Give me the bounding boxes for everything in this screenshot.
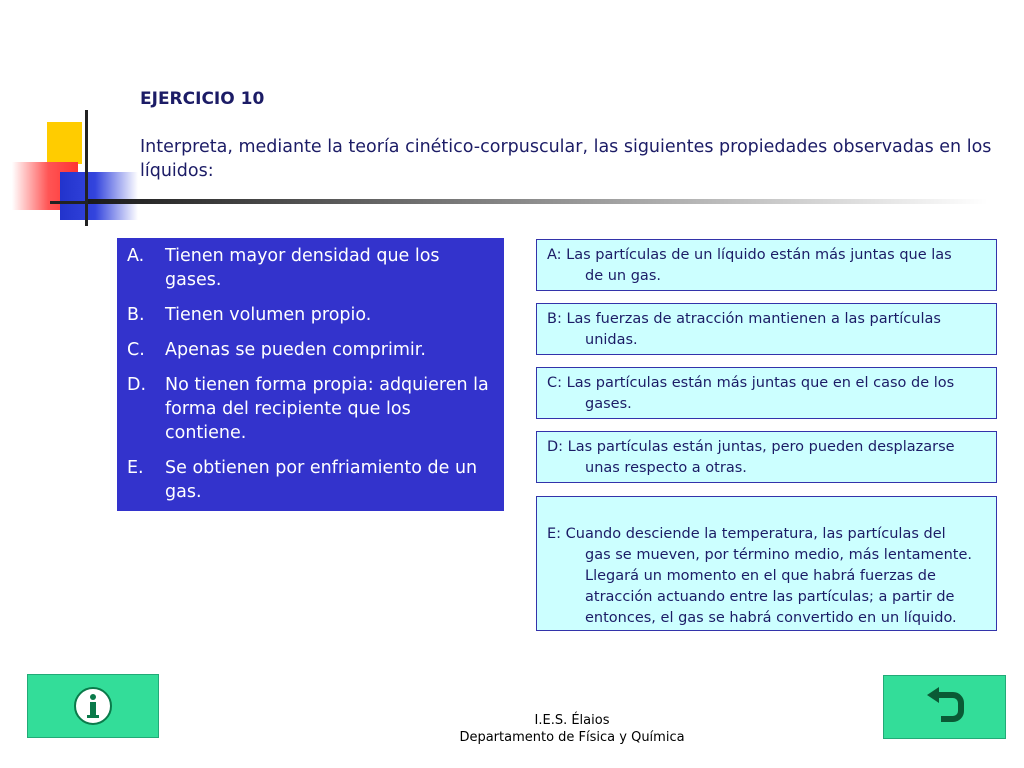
answer-first-line: D: Las partículas están juntas, pero pueden desplazarse xyxy=(547,439,955,455)
item-text: No tienen forma propia: adquieren la forma del recipiente que los contiene. xyxy=(165,375,489,443)
department-name: Departamento de Física y Química xyxy=(459,730,685,745)
list-item xyxy=(127,456,494,504)
return-button[interactable] xyxy=(883,675,1006,739)
answer-first-line: E: Cuando desciende la temperatura, las partículas del xyxy=(547,526,946,542)
title-rule xyxy=(88,199,988,204)
answer-box-b[interactable] xyxy=(536,303,997,355)
answer-first-line: C: Las partículas están más juntas que en el caso de los xyxy=(547,375,955,391)
item-letter: E. xyxy=(127,458,144,478)
answer-first-line: A: Las partículas de un líquido están más juntas que las xyxy=(547,247,952,263)
item-text: Tienen volumen propio. xyxy=(165,305,372,325)
item-text: Se obtienen por enfriamiento de un gas. xyxy=(165,458,478,502)
answer-box-a[interactable] xyxy=(536,239,997,291)
vertical-line xyxy=(85,110,88,226)
answer-box-e[interactable] xyxy=(536,496,997,631)
exercise-prompt: Interpreta, mediante la teoría cinético-corpuscular, las siguientes propiedades observadas en los líquidos: xyxy=(140,137,992,181)
page-title: EJERCICIO 10 xyxy=(140,89,265,109)
item-letter: C. xyxy=(127,340,145,360)
info-button[interactable] xyxy=(27,674,159,738)
list-item xyxy=(127,373,494,445)
corner-decoration xyxy=(0,100,140,230)
answer-first-line: B: Las fuerzas de atracción mantienen a las partículas xyxy=(547,311,941,327)
list-item xyxy=(127,338,494,362)
list-item xyxy=(127,303,494,327)
item-letter: A. xyxy=(127,246,145,266)
answer-box-d[interactable] xyxy=(536,431,997,483)
item-letter: B. xyxy=(127,305,145,325)
item-text: Apenas se pueden comprimir. xyxy=(165,340,426,360)
answer-box-c[interactable] xyxy=(536,367,997,419)
list-item xyxy=(127,244,494,292)
properties-list xyxy=(117,238,504,511)
info-icon xyxy=(73,686,113,726)
answer-continuation: unas respecto a otras. xyxy=(585,460,747,476)
answer-continuation: gas se mueven, por término medio, más lentamente. Llegará un momento en el que habrá fuerzas de atracción actuando entre las partículas; a partir de entonces, el gas se habrá convertido en un líquido. xyxy=(585,547,972,626)
yellow-square xyxy=(47,122,82,164)
return-arrow-icon xyxy=(923,687,967,727)
answer-continuation: de un gas. xyxy=(585,268,661,284)
footer xyxy=(400,712,744,746)
answer-continuation: gases. xyxy=(585,396,632,412)
blue-square xyxy=(60,172,138,220)
school-name: I.E.S. Élaios xyxy=(534,713,610,728)
item-text: Tienen mayor densidad que los gases. xyxy=(165,246,440,290)
answer-continuation: unidas. xyxy=(585,332,638,348)
item-letter: D. xyxy=(127,375,147,395)
